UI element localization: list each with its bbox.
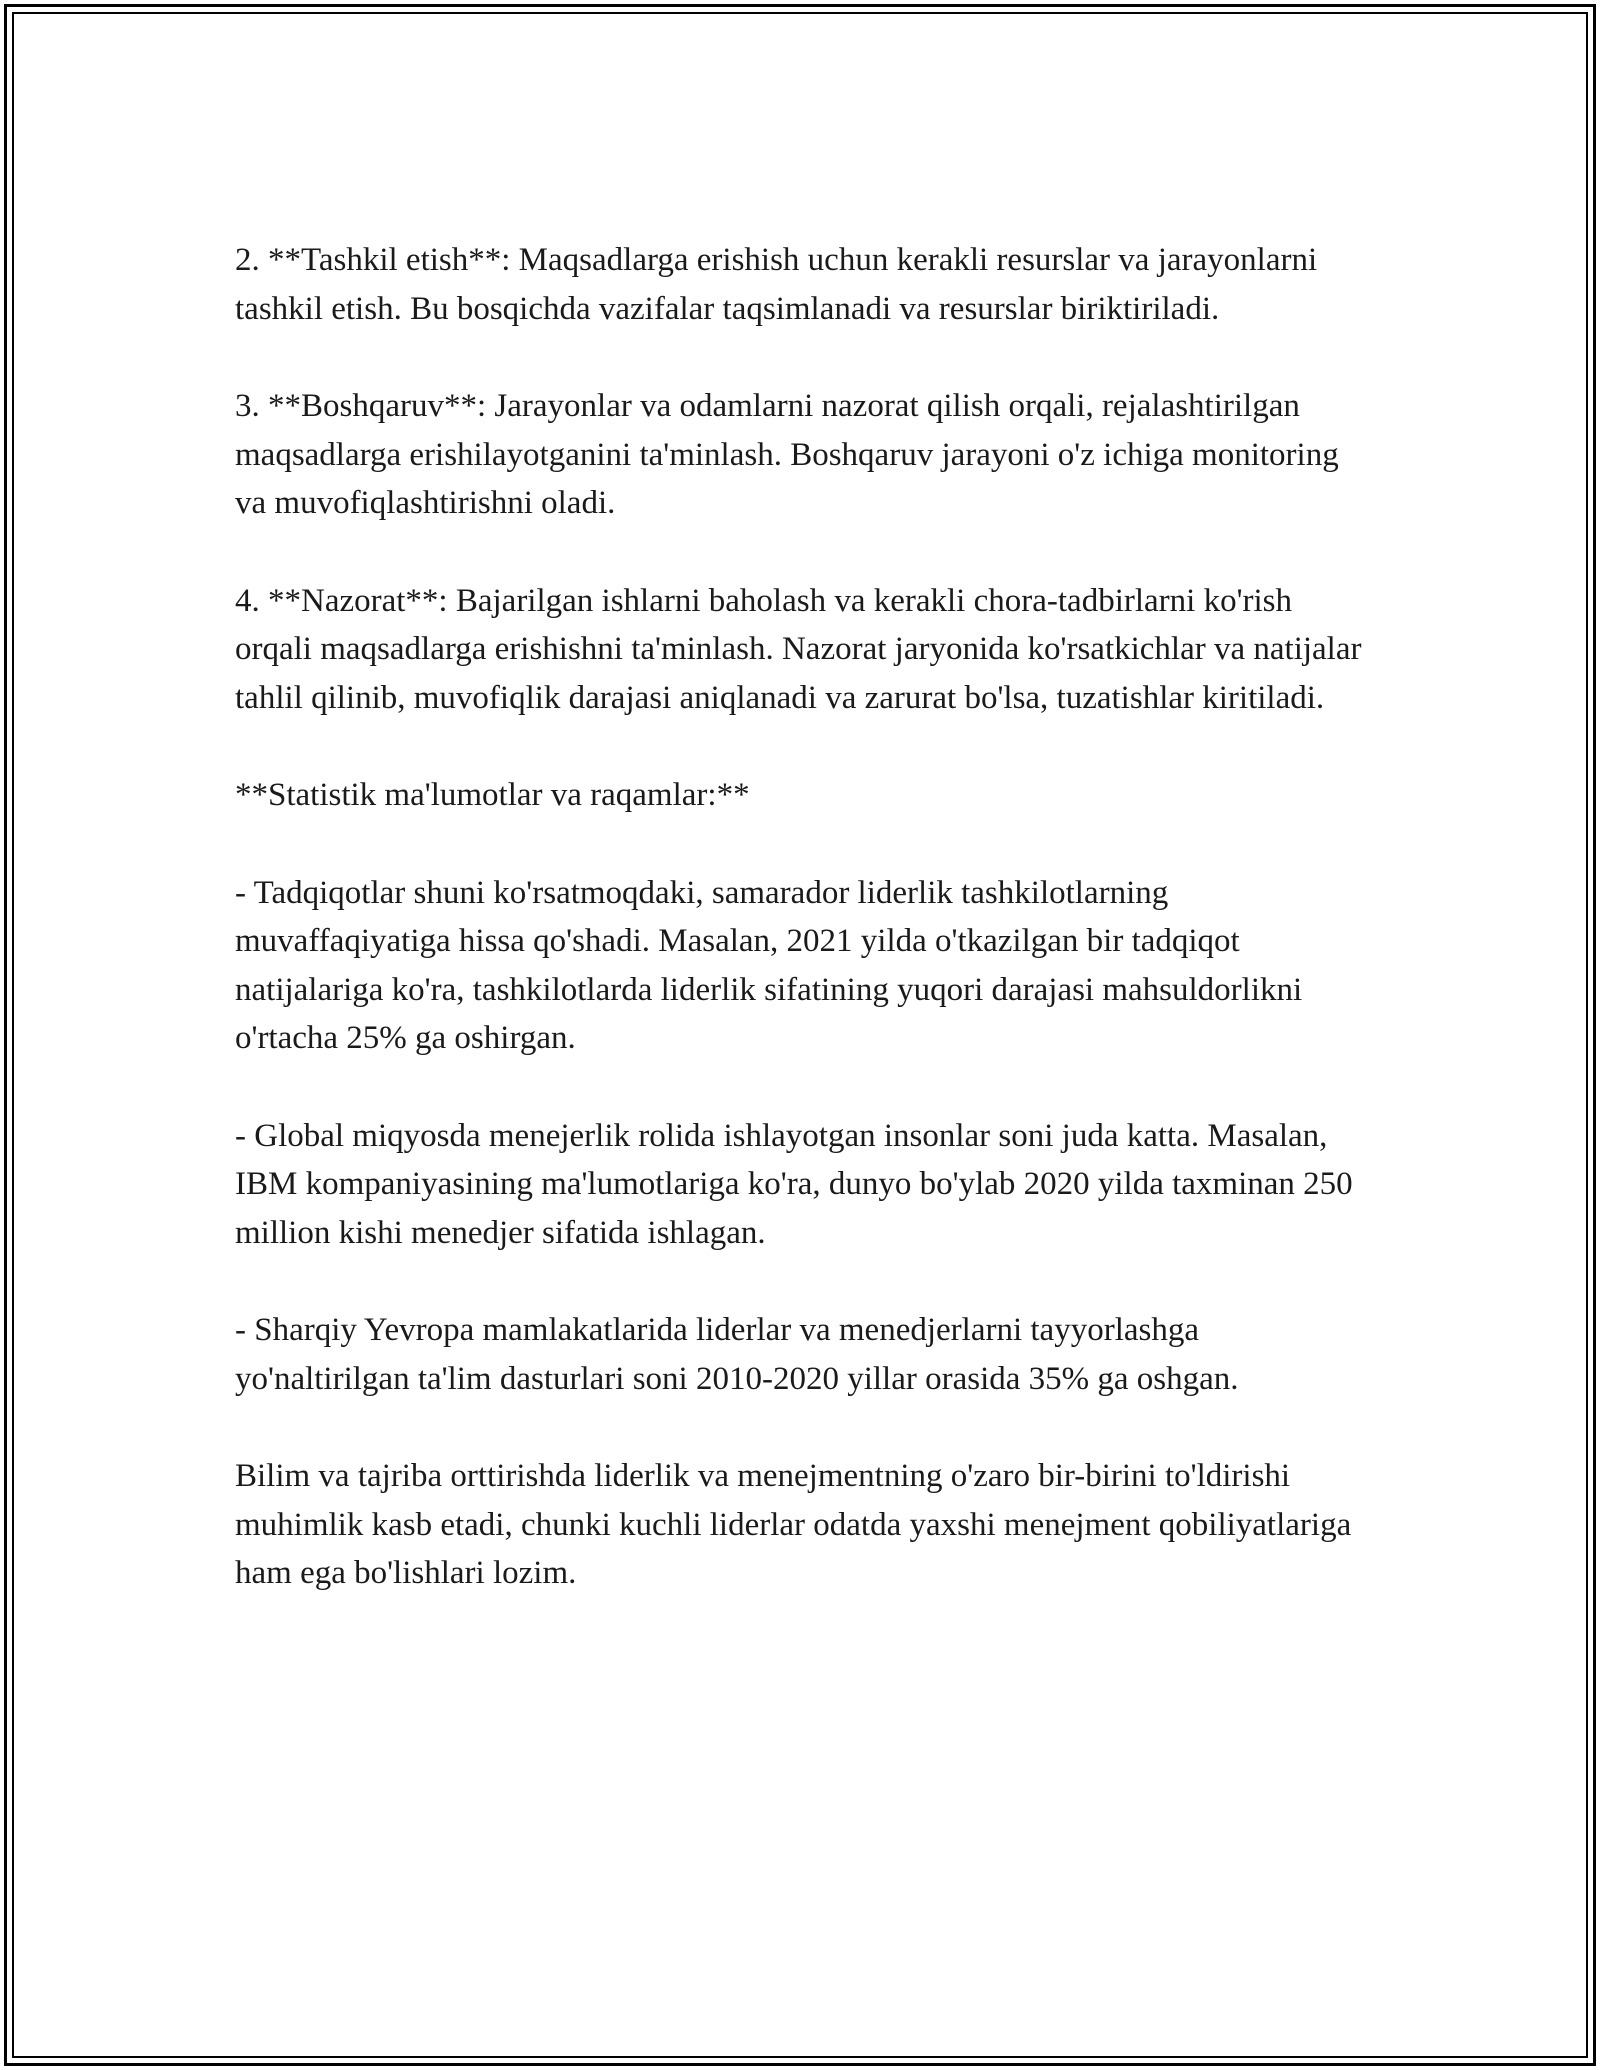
paragraph-boshqaruv: 3. **Boshqaruv**: Jarayonlar va odamlarni nazorat qilish orqali, rejalashtirilgan maqsadlarga erishilayotganini ta'minlash. Boshqaruv jarayoni o'z ichiga monitoring va muvofiqlashtirishni oladi.	[235, 388, 1339, 521]
paragraph-conclusion: Bilim va tajriba orttirishda liderlik va menejmentning o'zaro bir-birini to'ldirishi muhimlik kasb etadi, chunki kuchli liderlar odatda yaxshi menejment qobiliyatlariga ham ega bo'lishlari lozim.	[235, 1458, 1352, 1591]
section-heading-statistics: **Statistik ma'lumotlar va raqamlar:**	[235, 777, 750, 813]
bullet-global-managers: - Global miqyosda menejerlik rolida ishlayotgan insonlar soni juda katta. Masalan, IBM kompaniyasining ma'lumotlariga ko'ra, dunyo bo'ylab 2020 yilda taxminan 250 million kishi menedjer sifatida ishlagan.	[235, 1117, 1353, 1251]
bullet-research-2021: - Tadqiqotlar shuni ko'rsatmoqdaki, samarador liderlik tashkilotlarning muvaffaqiyatiga hissa qo'shadi. Masalan, 2021 yilda o'tkazilgan bir tadqiqot natijalariga ko'ra, tashkilotlarda liderlik sifatining yuqori darajasi mahsuldorlikni o'rtacha 25% ga oshirgan.	[235, 874, 1303, 1056]
paragraph-nazorat: 4. **Nazorat**: Bajarilgan ishlarni baholash va kerakli chora-tadbirlarni ko'rish orqali maqsadlarga erishishni ta'minlash. Nazorat jaryonida ko'rsatkichlar va natijalar tahlil qilinib, muvofiqlik darajasi aniqlanadi va zarurat bo'lsa, tuzatishlar kiritiladi.	[235, 582, 1362, 716]
paragraph-tashkil-etish: 2. **Tashkil etish**: Maqsadlarga erishish uchun kerakli resurslar va jarayonlarni tashkil etish. Bu bosqichda vazifalar taqsimlanadi va resurslar biriktiriladi.	[235, 242, 1318, 327]
bullet-eastern-europe: - Sharqiy Yevropa mamlakatlarida liderlar va menedjerlarni tayyorlashga yo'naltirilgan ta'lim dasturlari soni 2010-2020 yillar orasida 35% ga oshgan.	[235, 1312, 1239, 1397]
document-body	[235, 236, 1375, 1598]
